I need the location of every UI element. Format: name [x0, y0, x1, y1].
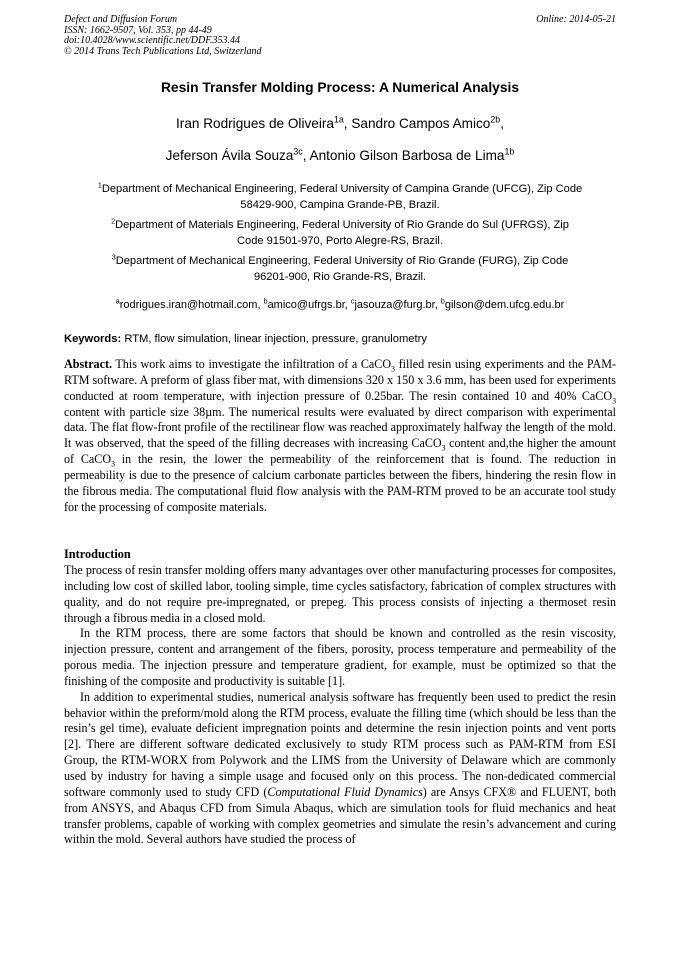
author-name: Jeferson Ávila Souza: [165, 148, 294, 163]
affiliation-text: Code 91501-970, Porto Alegre-RS, Brazil.: [237, 234, 443, 247]
journal-doi: doi:10.4028/www.scientific.net/DDF.353.44: [64, 35, 241, 46]
paragraph-text: ) are Ansys CFX® and FLUENT, both from ANSYS, and Abaqus CFD from Simula Abaqus, which are simulation tools for fluid mechanics and heat transfer problems, capable of working with complex geometries and simulate the resin’s advancement and curing within the mold. Several authors have studied the process of: [64, 784, 616, 847]
author-superscript: 2b: [490, 114, 501, 125]
journal-issn: ISSN: 1662-9507, Vol. 353, pp 44-49: [64, 24, 212, 36]
author-line-1: Iran Rodrigues de Oliveira$^{1a}$, Sandro Campos Amico$^{2b}$,: [176, 114, 504, 131]
paragraph: In the RTM process, there are some factors that should be known and controlled as the resin viscosity, injection pressure, content and arrangement of the fibers, porosity, process temperature and permeability of the porous media. The injection pressure and temperature gradient, for example, must be optimized so that the finishing of the composite and productivity is suitable [1].: [64, 626, 616, 688]
keywords-label: Keywords:: [64, 333, 122, 345]
author-name: Sandro Campos Amico: [351, 116, 491, 131]
affiliation-3: [64, 254, 616, 285]
affiliation-2: [64, 218, 616, 249]
email-link[interactable]: gilson@dem.ufcg.edu.br: [444, 299, 565, 311]
email-superscript: a: [115, 297, 120, 306]
abstract: [64, 357, 616, 515]
subscript: 3: [111, 459, 116, 469]
keywords-text: RTM, flow simulation, linear injection, pressure, granulometry: [124, 333, 427, 345]
abstract-text: filled resin using experiments and the PAM-RTM software. A preform of glass fiber mat, with dimensions 320 x 150 x 3.6 mm, has been used for experiments conducted at room temperature, with injection pressure of 0.25bar. The resin contained 10 and 40% CaCO: [64, 357, 616, 403]
subscript: 3: [391, 364, 396, 374]
abstract-text: in the resin, the lower the permeability of the reinforcement that is found. The reduction in permeability is due to the presence of calcium carbonate particles between the fibers, hindering the resin flow in the fibrous media. The computational fluid flow analysis with the PAM-RTM proved to be an accurate tool study for the processing of composite materials.: [64, 452, 616, 514]
journal-header: [64, 15, 616, 57]
abstract-text: content with particle size 38µm. The numerical results were evaluated by direct comparison with experimental data. The flat flow-front profile of the rectilinear flow was reached approximately halfway the length of the mold. It was observed, that the speed of the filling decreases with increasing CaCO: [64, 404, 616, 451]
journal-name: Defect and Diffusion Forum: [64, 14, 178, 25]
subscript: 3: [441, 443, 446, 453]
online-date: Online: 2014-05-21: [536, 14, 616, 25]
affiliation-number: 3: [111, 252, 116, 262]
paragraph: The process of resin transfer molding offers many advantages over other manufacturing processes for composites, including low cost of skilled labor, tooling simple, time cycles satisfactory, fabrication of complex structures with quality, and do not require pre-impregnated, or prepeg. This process consists of injecting a thermoset resin through a fibrous media in a closed mold.: [64, 563, 616, 625]
introduction-body: [64, 563, 616, 848]
affiliation-1: [64, 182, 616, 213]
section-heading-introduction: Introduction: [64, 547, 131, 561]
email-link[interactable]: rodrigues.iran@hotmail.com: [119, 299, 258, 311]
email-link[interactable]: amico@ufrgs.br: [267, 299, 345, 311]
paper-title: Resin Transfer Molding Process: A Numerical Analysis: [160, 80, 520, 95]
author-line-2: Jeferson Ávila Souza$^{3c}$, Antonio Gilson Barbosa de Lima$^{1b}$: [165, 146, 515, 163]
affiliation-text: 58429-900, Campina Grande-PB, Brazil.: [240, 198, 440, 211]
email-superscript: b: [263, 297, 268, 306]
email-link[interactable]: jasouza@furg.br: [354, 299, 435, 311]
email-superscript: b: [440, 297, 445, 306]
abstract-text: content and,the higher the amount of CaCO: [64, 436, 616, 467]
paragraph-italic: Computational Fluid Dynamics: [267, 784, 423, 799]
journal-copyright: © 2014 Trans Tech Publications Ltd, Switzerland: [64, 45, 262, 57]
paragraph-text: In addition to experimental studies, numerical analysis software has frequently been used to predict the resin behavior within the preform/mold along the RTM process, evaluate the filling time (which should be less than the resin’s gel time), evaluate deficient impregnation points and determine the resin injection points and vent ports [2]. There are different software dedicated exclusively to study RTM process such as PAM-RTM from ESI Group, the RTM-WORX from Polywork and the LIMS from the University of Delaware which are commonly used by industry for having a simple usage and focused only on this process. The non-dedicated commercial software commonly used to study CFD (: [64, 689, 616, 799]
keywords: [64, 333, 616, 345]
affiliation-text: Department of Mechanical Engineering, Federal University of Campina Grande (UFCG), Zip Code: [101, 183, 583, 195]
affiliation-text: Department of Materials Engineering, Federal University of Rio Grande do Sul (UFRGS), Zip: [115, 219, 569, 231]
abstract-text: This work aims to investigate the infiltration of a CaCO: [115, 357, 392, 371]
affiliation-number: 1: [97, 180, 102, 190]
affiliation-text: 96201-900, Rio Grande-RS, Brazil.: [253, 270, 427, 283]
email-line: $^a$rodrigues.iran@hotmail.com, $^b$amico@ufrgs.br, $^c$jasouza@furg.br, $^b$gilson@dem.ufcg.edu.br: [115, 297, 565, 311]
author-superscript: 3c: [293, 146, 303, 157]
subscript: 3: [612, 396, 616, 406]
author-name: Antonio Gilson Barbosa de Lima: [309, 148, 505, 163]
author-name: Iran Rodrigues de Oliveira: [176, 116, 334, 131]
email-superscript: c: [350, 297, 355, 306]
affiliation-text: Department of Mechanical Engineering, Federal University of Rio Grande (FURG), Zip Code: [115, 255, 569, 267]
affiliation-number: 2: [111, 216, 116, 226]
paragraph: [64, 690, 616, 848]
abstract-label: Abstract.: [64, 357, 113, 371]
author-superscript: 1b: [504, 146, 515, 157]
author-superscript: 1a: [333, 114, 344, 125]
